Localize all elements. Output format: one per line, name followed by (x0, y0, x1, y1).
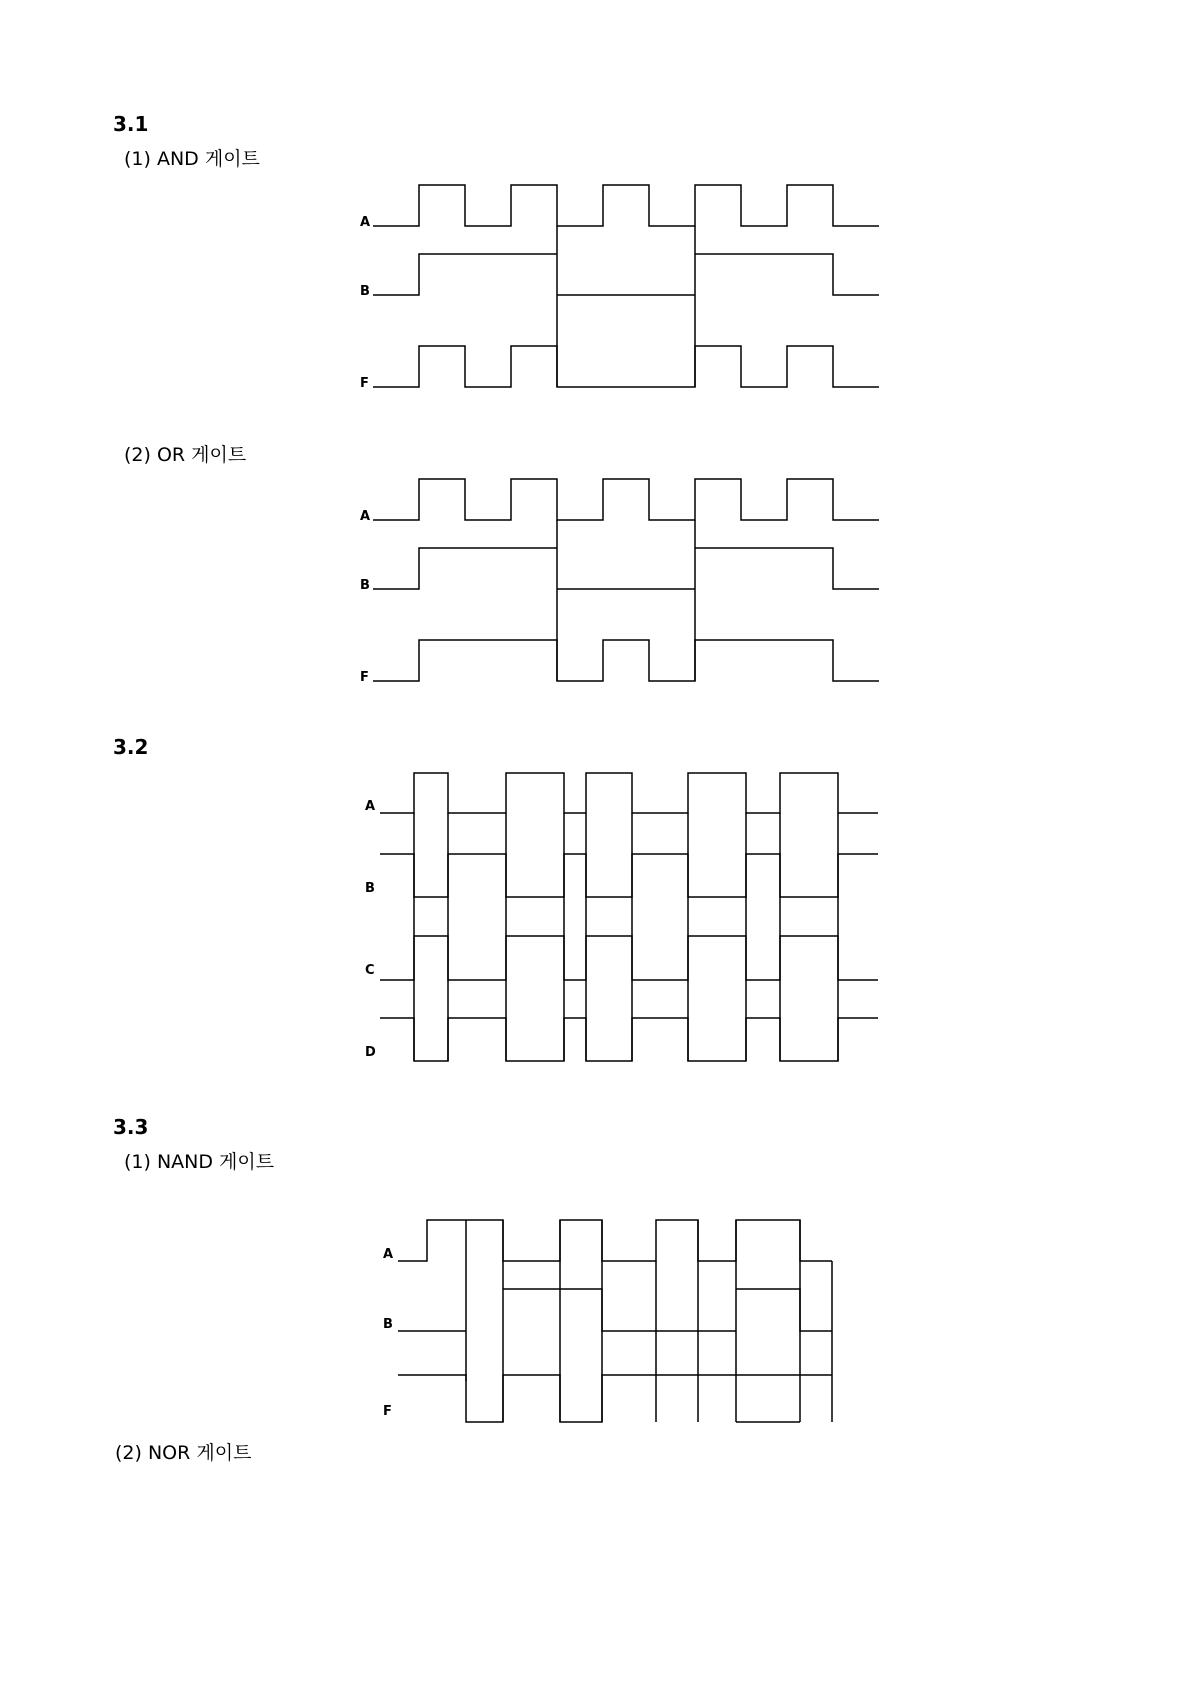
signal-b-waveform (373, 548, 879, 589)
signal-label-f: F (383, 1404, 392, 1419)
section-3-2-timing-diagram (362, 770, 892, 1070)
signal-label-a: A (360, 509, 371, 524)
signal-d-waveform (380, 1018, 878, 1061)
signal-label-a: A (383, 1247, 394, 1262)
signal-f-waveform (398, 1375, 832, 1422)
signal-b-waveform (373, 254, 879, 295)
signal-label-a: A (360, 215, 371, 230)
section-title-3-3: 3.3 (113, 1115, 149, 1139)
signal-a-waveform (398, 1220, 832, 1381)
signal-label-b: B (365, 881, 375, 896)
nand-gate-caption: (1) NAND 게이트 (124, 1151, 275, 1173)
signal-a-waveform (373, 479, 879, 520)
signal-label-b: B (360, 578, 370, 593)
or-gate-caption: (2) OR 게이트 (124, 444, 247, 466)
signal-label-f: F (360, 670, 369, 685)
signal-label-a: A (365, 799, 376, 814)
signal-a-waveform (373, 185, 879, 226)
signal-c-waveform (380, 936, 878, 980)
signal-b-waveform (398, 1289, 832, 1331)
nor-gate-caption: (2) NOR 게이트 (115, 1442, 252, 1464)
signal-label-b: B (383, 1317, 393, 1332)
signal-a-waveform (380, 773, 878, 813)
and-gate-caption: (1) AND 게이트 (124, 148, 260, 170)
section-title-3-2: 3.2 (113, 735, 149, 759)
and-gate-timing-diagram (355, 180, 895, 395)
nand-gate-timing-diagram (380, 1215, 870, 1425)
or-gate-timing-diagram (355, 474, 895, 689)
signal-f-waveform (373, 640, 879, 681)
section-title-3-1: 3.1 (113, 112, 149, 136)
signal-label-b: B (360, 284, 370, 299)
signal-b-waveform (380, 854, 878, 897)
signal-f-waveform (373, 346, 879, 387)
signal-label-f: F (360, 376, 369, 391)
signal-label-d: D (365, 1045, 376, 1060)
signal-label-c: C (365, 963, 375, 978)
